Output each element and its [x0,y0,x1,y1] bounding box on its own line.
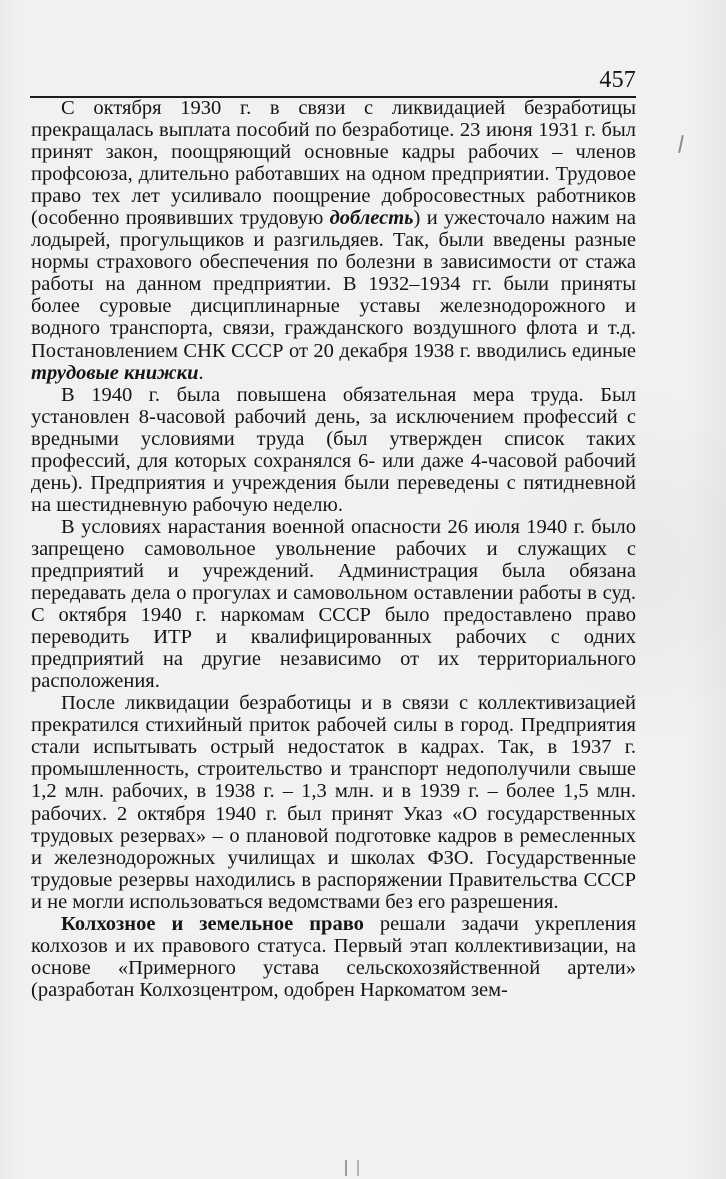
paragraph-text-part: решали задачи укрепления колхозов и их правового статуса. Первый этап коллективизации, на основе «Примерного устава сельскохозяйственной артели» (разработан Колхозцентром, одобрен Наркоматом зем- [31,912,636,1001]
paragraph-work-day: В 1940 г. была повышена обязательная мера труда. Был установлен 8-часовой рабочий день, за исключением профессий с вредными условиями труда (был утвержден список таких профессий, для которых сохранялся 6- или даже 4-часовой рабочий день). Предприятия и учреждения были переведены с пятидневной на шестидневную рабочую неделю. [31,383,636,516]
main-text [31,97,636,1001]
paragraph-labor-policy [31,97,636,384]
page-header [30,68,636,98]
paragraph-military-danger: В условиях нарастания военной опасности 26 июля 1940 г. было запрещено самовольное увольнение рабочих и служащих с предприятий и учреждений. Администрация была обязана передавать дела о прогулах и самовольном оставлении работы в суд. С октября 1940 г. наркомам СССР было предоставлено право переводить ИТР и квалифицированных рабочих с одних предприятий на другие независимо от их территориального расположения. [31,515,636,693]
emphasis-doblest: доблесть [329,207,414,230]
section-heading-inline: Колхозное и земельное право [61,912,364,935]
emphasis-trudovye-knizhki: трудовые книжки [31,361,199,384]
paragraph-collective-farm-law [31,913,636,1001]
paragraph-text-part: С октября 1930 г. в связи с ликвидацией безработицы прекращалась выплата пособий по безработице. 23 июня 1931 г. был принят закон, поощряющий основные кадры рабочих – членов профсоюза, длительно работавших на одном предприятии. Трудовое право тех лет усиливало поощрение добросовестных работников (особенно проявивших трудовую [31,97,636,230]
scan-mark [678,135,684,153]
paragraph-text-part: . [198,361,204,384]
binding-mark [345,1160,359,1176]
paragraph-text-part: ) и ужесточало нажим на лодырей, прогульщиков и разгильдяев. Так, были введены разные нормы страхового обеспечения по болезни в зависимости от стажа работы на данном предприятии. В 1932–1934 гг. были приняты более суровые дисциплинарные уставы железнодорожного и водного транспорта, связи, гражданского воздушного флота и т.д. Постановлением СНК СССР от 20 декабря 1938 г. вводились единые [31,207,636,362]
page-number: 457 [599,67,636,93]
paragraph-labor-reserves: После ликвидации безработицы и в связи с коллективизацией прекратился стихийный приток рабочей силы в город. Предприятия стали испытывать острый недостаток в кадрах. Так, в 1937 г. промышленность, строительство и транспорт недополучили свыше 1,2 млн. рабочих, в 1938 г. – 1,3 млн. и в 1939 г. – более 1,5 млн. рабочих. 2 октября 1940 г. был принят Указ «О государственных трудовых резервах» – о плановой подготовке кадров в ремесленных и железнодорожных училищах и школах ФЗО. Государственные трудовые резервы находились в распоряжении Правительства СССР и не могли использоваться ведомствами без его разрешения. [31,692,636,913]
